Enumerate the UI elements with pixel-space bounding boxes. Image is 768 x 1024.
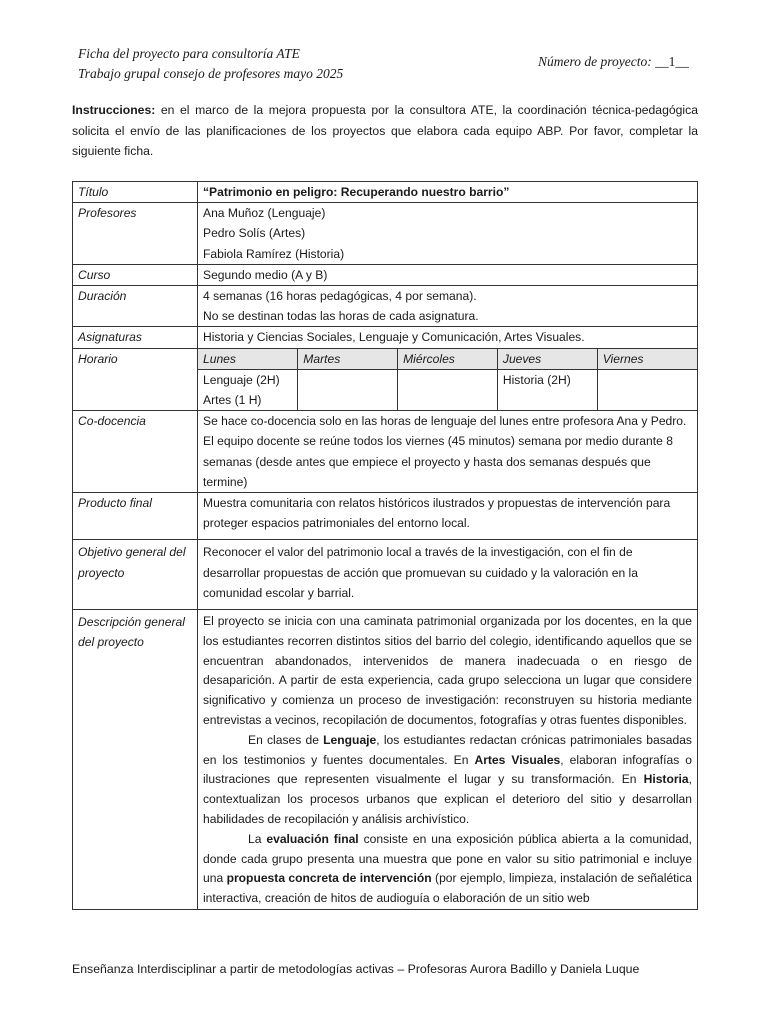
value-asignaturas: Historia y Ciencias Sociales, Lenguaje y Comunicación, Artes Visuales. xyxy=(198,327,698,348)
value-titulo: “Patrimonio en peligro: Recuperando nuestro barrio” xyxy=(198,182,698,203)
value-codocencia xyxy=(198,411,698,493)
day-miercoles: Miércoles xyxy=(398,349,498,370)
value-horario xyxy=(198,348,698,411)
label-objetivo: Objetivo general del proyecto xyxy=(73,540,198,610)
row-duracion xyxy=(73,286,698,327)
bold-subject-lenguaje: Lenguaje xyxy=(323,732,377,747)
instructions xyxy=(72,100,698,162)
label-duracion: Duración xyxy=(73,286,198,327)
header-title: Ficha del proyecto para consultoría ATE xyxy=(78,46,300,61)
row-curso xyxy=(73,264,698,285)
label-producto-final: Producto final xyxy=(73,493,198,540)
row-objetivo xyxy=(73,540,698,610)
duration-line: No se destinan todas las horas de cada asignatura. xyxy=(203,309,479,324)
row-descripcion xyxy=(73,610,698,910)
text-run: consiste en una exposición pública abierta a la comunidad, donde cada grupo presenta una muestra que pone en valor su sitio patrimonial e incluye una xyxy=(203,831,693,886)
text-run: , elaboran infografías o ilustraciones que representen visualmente el lugar y su transformación. En xyxy=(203,752,692,787)
description-paragraph-3 xyxy=(203,830,692,909)
text-run: La xyxy=(248,831,267,846)
row-profesores xyxy=(73,203,698,265)
instructions-text: en el marco de la mejora propuesta por la consultora ATE, la coordinación técnica-pedagógica solicita el envío de las planificaciones de los proyectos que elabora cada equipo ABP. Por favor, completar la siguiente ficha. xyxy=(72,103,698,158)
project-number xyxy=(538,54,689,70)
row-horario xyxy=(73,348,698,411)
row-titulo xyxy=(73,182,698,203)
bold-evaluacion-final: evaluación final xyxy=(266,831,359,846)
text-run: , contextualizan los procesos urbanos que explican el deterioro del sitio y desarrollan habilidades de recopilación y análisis archivístico. xyxy=(203,772,692,827)
text-run: (por ejemplo, limpieza, instalación de señalética interactiva, creación de hitos de audioguía o elaboración de un sitio web xyxy=(203,871,692,906)
label-curso: Curso xyxy=(73,264,198,285)
slot-miercoles xyxy=(398,369,498,410)
instructions-label: Instrucciones: xyxy=(72,103,156,117)
day-martes: Martes xyxy=(298,349,398,370)
day-lunes: Lunes xyxy=(198,349,298,370)
value-objetivo: Reconocer el valor del patrimonio local a través de la investigación, con el fin de desarrollar propuestas de acción que promuevan su cuidado y la valoración en la comunidad escolar y barrial. xyxy=(198,540,698,610)
row-asignaturas xyxy=(73,327,698,348)
text-run: , los estudiantes redactan crónicas patrimoniales basadas en los testimonios y fuentes documentales. En xyxy=(203,732,692,767)
row-codocencia xyxy=(73,411,698,493)
slot-item: Artes (1 H) xyxy=(203,393,262,408)
label-asignaturas: Asignaturas xyxy=(73,327,198,348)
header-subtitle: Trabajo grupal consejo de profesores mayo 2025 xyxy=(78,66,344,81)
page-footer: Enseñanza Interdisciplinar a partir de metodologías activas – Profesoras Aurora Badillo y Daniela Luque xyxy=(72,962,640,976)
slot-item: Lenguaje (2H) xyxy=(203,372,280,387)
slot-lunes xyxy=(198,369,298,410)
project-number-label: Número de proyecto: xyxy=(538,54,656,69)
codocencia-paragraph: Se hace co-docencia solo en las horas de lenguaje del lunes entre profesora Ana y Pedro. xyxy=(203,414,687,429)
row-producto-final xyxy=(73,493,698,540)
day-viernes: Viernes xyxy=(597,349,697,370)
bold-subject-artes: Artes Visuales xyxy=(474,752,561,767)
label-titulo: Título xyxy=(73,182,198,203)
description-paragraph-2 xyxy=(203,731,692,830)
project-form-table xyxy=(72,181,698,910)
value-producto-final: Muestra comunitaria con relatos históricos ilustrados y propuestas de intervención para proteger espacios patrimoniales del entorno local. xyxy=(198,493,698,540)
schedule-days-row xyxy=(198,349,697,370)
teacher-item: Ana Muñoz (Lenguaje) xyxy=(203,206,326,221)
description-paragraph-1: El proyecto se inicia con una caminata patrimonial organizada por los docentes, en la que los estudiantes recorren distintos sitios del barrio del colegio, identificando aquellos que se encuentran abandonados, intervenidos de manera inadecuada o en riesgo de desaparición. A partir de esta experiencia, cada grupo selecciona un lugar que considere significativo y comienza un proceso de investigación: reconstruyen su historia mediante entrevistas a vecinos, recopilación de documentos, fotografías y otras fuentes disponibles. xyxy=(203,614,692,728)
label-horario: Horario xyxy=(73,348,198,411)
bold-propuesta-intervencion: propuesta concreta de intervención xyxy=(226,871,432,886)
schedule-table xyxy=(198,349,697,411)
duration-line: 4 semanas (16 horas pedagógicas, 4 por semana). xyxy=(203,289,477,304)
schedule-slots-row xyxy=(198,369,697,410)
document-header xyxy=(78,44,343,84)
value-descripcion xyxy=(198,610,698,910)
slot-viernes xyxy=(597,369,697,410)
teacher-item: Pedro Solís (Artes) xyxy=(203,226,306,241)
text-run: En clases de xyxy=(248,732,324,747)
label-codocencia: Co-docencia xyxy=(73,411,198,493)
bold-subject-historia: Historia xyxy=(643,772,689,787)
value-profesores xyxy=(198,203,698,265)
teacher-item: Fabiola Ramírez (Historia) xyxy=(203,246,345,261)
day-jueves: Jueves xyxy=(497,349,597,370)
codocencia-paragraph: El equipo docente se reúne todos los viernes (45 minutos) semana por medio durante 8 semanas (desde antes que empiece el proyecto y hasta dos semanas después que termine) xyxy=(203,434,673,489)
label-descripcion: Descripción general del proyecto xyxy=(73,610,198,910)
value-duracion xyxy=(198,286,698,327)
value-curso: Segundo medio (A y B) xyxy=(198,264,698,285)
project-number-value: __1__ xyxy=(655,54,689,69)
label-profesores: Profesores xyxy=(73,203,198,265)
slot-martes xyxy=(298,369,398,410)
slot-jueves: Historia (2H) xyxy=(497,369,597,410)
